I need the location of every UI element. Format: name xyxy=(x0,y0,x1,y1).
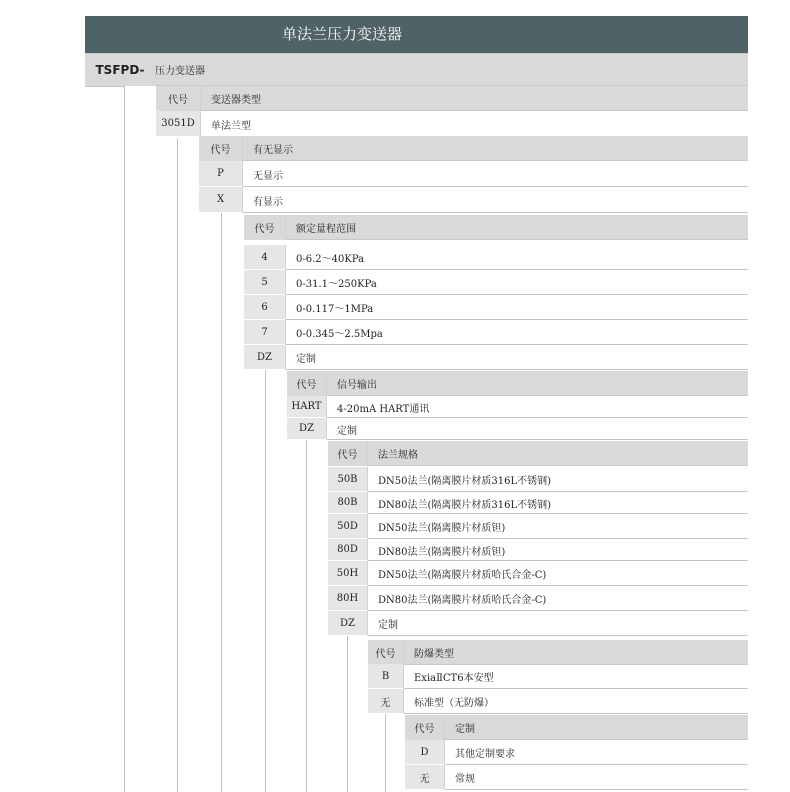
option-code[interactable]: DZ xyxy=(287,418,327,440)
option-description: DN80法兰(隔离膜片材质钽) xyxy=(378,546,506,558)
connector-line xyxy=(124,86,125,792)
row-divider xyxy=(286,369,748,370)
option-description: 标准型（无防爆） xyxy=(414,698,494,709)
page-title: 单法兰压力变送器 xyxy=(85,16,748,53)
option-code[interactable]: 7 xyxy=(244,320,286,345)
level-1-code-header: 代号 xyxy=(156,86,201,111)
option-code[interactable]: 50B xyxy=(328,467,368,492)
option-code[interactable]: 50H xyxy=(328,561,368,586)
option-description: 有显示 xyxy=(253,196,283,208)
row-divider xyxy=(243,212,748,213)
option-description: 定制 xyxy=(337,425,357,437)
model-prefix-label: 压力变送器 xyxy=(155,54,748,86)
option-description: DN80法兰(隔离膜片材质哈氏合金-C) xyxy=(378,595,547,606)
level-3-name-header: 额定量程范围 xyxy=(286,215,748,240)
level-1-name-header: 变送器类型 xyxy=(201,86,748,111)
option-description: 无显示 xyxy=(253,170,283,182)
option-code[interactable]: 3051D xyxy=(156,111,201,137)
option-code[interactable]: 80B xyxy=(328,492,368,514)
option-code[interactable]: 无 xyxy=(405,765,445,790)
level-2-code-header: 代号 xyxy=(199,136,243,161)
option-description: 定制 xyxy=(296,354,316,365)
option-description: 0-0.117～1MPa xyxy=(296,304,374,315)
level-6-code-header: 代号 xyxy=(368,640,404,665)
option-code[interactable]: 4 xyxy=(244,245,286,270)
option-code[interactable]: DZ xyxy=(244,345,286,370)
option-code[interactable]: 6 xyxy=(244,295,286,320)
option-description: 4-20mA HART通讯 xyxy=(337,403,430,415)
option-code[interactable]: B xyxy=(368,664,404,689)
option-description: ExiaⅡCT6本安型 xyxy=(414,673,494,684)
level-3-code-header: 代号 xyxy=(244,215,286,240)
connector-line xyxy=(306,424,307,792)
level-7-name-header: 定制 xyxy=(445,715,748,740)
level-4-name-header: 信号输出 xyxy=(327,371,748,396)
row-divider xyxy=(327,439,748,440)
option-description: DN50法兰(隔离膜片材质316L不锈钢) xyxy=(378,476,552,487)
option-code[interactable]: 80D xyxy=(328,539,368,561)
prefix-bottom-line xyxy=(85,86,125,87)
option-description: 单法兰型 xyxy=(211,120,251,132)
option-code[interactable]: 无 xyxy=(368,689,404,714)
row-divider xyxy=(404,713,748,714)
row-divider xyxy=(445,789,748,790)
row-divider xyxy=(368,635,748,636)
option-description: 0-31.1～250KPa xyxy=(296,279,377,290)
level-5-code-header: 代号 xyxy=(328,441,368,466)
level-7-code-header: 代号 xyxy=(405,715,445,740)
option-code[interactable]: 5 xyxy=(244,270,286,295)
option-description: 0-6.2～40KPa xyxy=(296,254,365,265)
level-2-name-header: 有无显示 xyxy=(243,136,748,161)
option-code[interactable]: HART xyxy=(287,396,327,418)
option-description: DN50法兰(隔离膜片材质哈氏合金-C) xyxy=(378,570,547,581)
option-description: 定制 xyxy=(378,620,398,631)
level-5-name-header: 法兰规格 xyxy=(368,441,748,466)
option-code[interactable]: P xyxy=(199,161,243,187)
option-description: DN80法兰(隔离膜片材质316L不锈钢) xyxy=(378,499,552,511)
connector-line xyxy=(221,189,222,792)
level-4-code-header: 代号 xyxy=(287,371,327,396)
option-code[interactable]: D xyxy=(405,740,445,765)
connector-line xyxy=(177,139,178,792)
option-code[interactable]: 50D xyxy=(328,514,368,539)
option-code[interactable]: 80H xyxy=(328,586,368,611)
level-6-name-header: 防爆类型 xyxy=(404,640,748,665)
option-description: DN50法兰(隔离膜片材质钽) xyxy=(378,523,506,534)
option-description: 常规 xyxy=(455,774,475,785)
option-description: 0-0.345～2.5Mpa xyxy=(296,329,383,340)
option-description: 其他定制要求 xyxy=(455,749,515,760)
option-code[interactable]: X xyxy=(199,187,243,213)
model-prefix: TSFPD- xyxy=(85,54,155,86)
option-code[interactable]: DZ xyxy=(328,611,368,636)
